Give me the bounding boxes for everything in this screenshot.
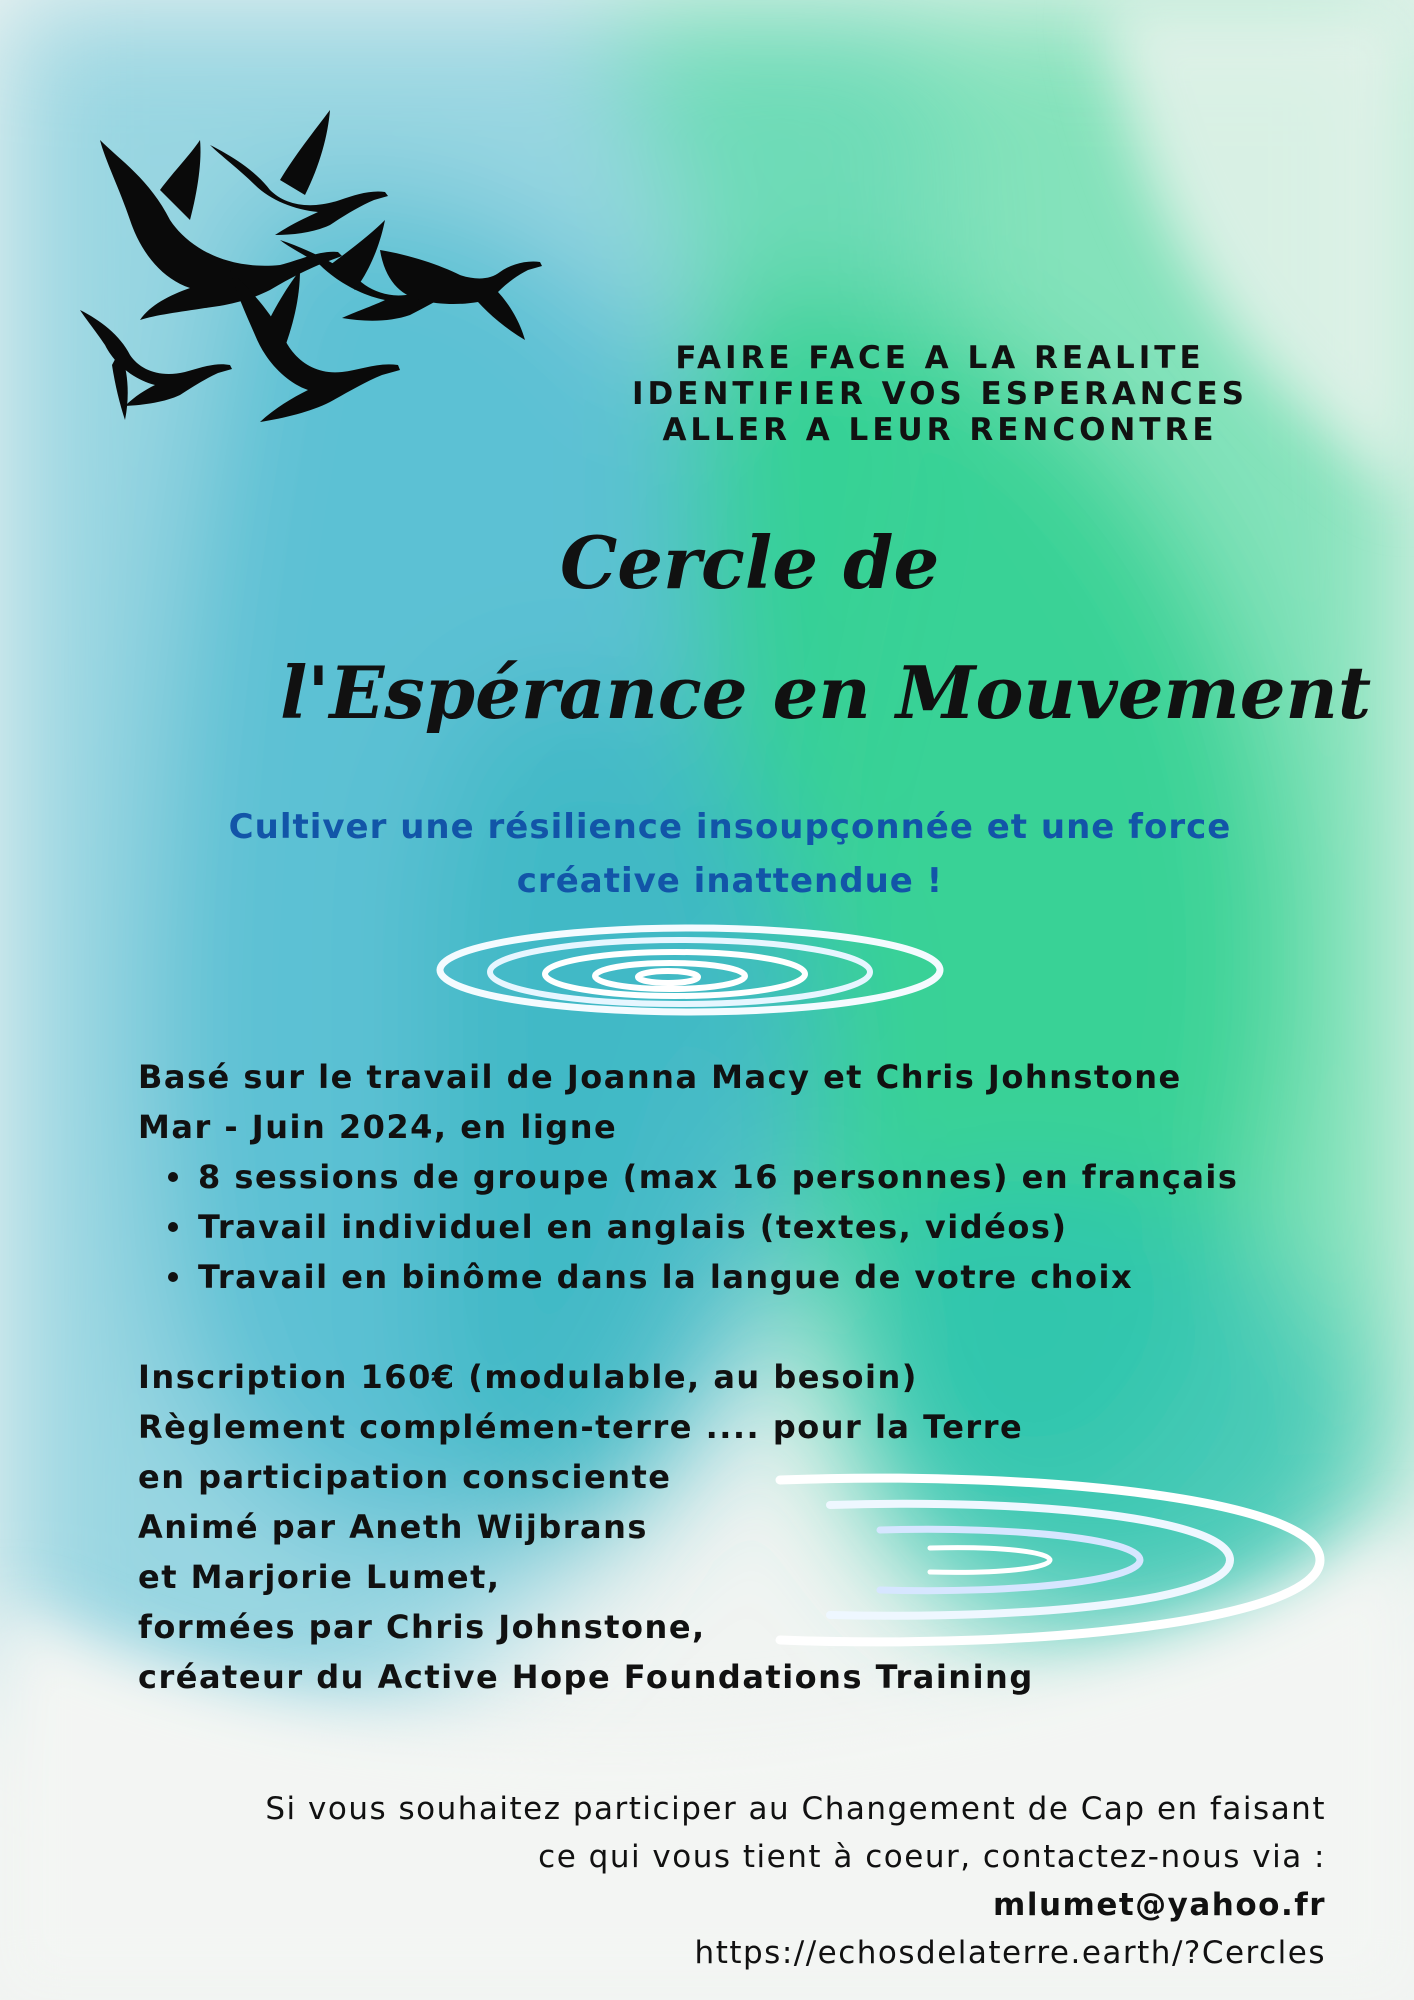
subtitle xyxy=(150,800,1310,908)
taglines xyxy=(560,340,1320,448)
water-ripple-icon xyxy=(740,1460,1340,1660)
details-basis: Basé sur le travail de Joanna Macy et Chris Johnstone xyxy=(138,1058,1182,1096)
details-dates: Mar - Juin 2024, en ligne xyxy=(138,1108,618,1146)
tagline-face-reality: FAIRE FACE A LA REALITE xyxy=(675,340,1205,376)
subtitle-line2: créative inattendue ! xyxy=(516,861,944,901)
pricing-line: en participation consciente xyxy=(138,1458,672,1496)
tagline-meet-them: ALLER A LEUR RENCONTRE xyxy=(662,412,1218,448)
spacer xyxy=(138,1302,1378,1352)
list-item: 8 sessions de groupe (max 16 personnes) en français xyxy=(198,1152,1378,1202)
subtitle-line1: Cultiver une résilience insoupçonnée et une force xyxy=(228,807,1232,847)
flying-geese-icon xyxy=(80,100,600,440)
water-ripple-icon xyxy=(430,910,990,1030)
pricing-line: Inscription 160€ (modulable, au besoin) xyxy=(138,1358,918,1396)
list-item: Travail en binôme dans la langue de votre choix xyxy=(198,1252,1378,1302)
facilitator-line: formées par Chris Johnstone, xyxy=(138,1608,706,1646)
facilitator-line: Animé par Aneth Wijbrans xyxy=(138,1508,648,1546)
contact-section xyxy=(226,1785,1326,1977)
list-item: Travail individuel en anglais (textes, vidéos) xyxy=(198,1202,1378,1252)
page-title-line1: Cercle de xyxy=(560,520,940,605)
tagline-identify-hopes: IDENTIFIER VOS ESPERANCES xyxy=(632,376,1248,412)
pricing-line: Règlement complémen-terre .... pour la Terre xyxy=(138,1408,1024,1446)
contact-intro-line1: Si vous souhaitez participer au Changement de Cap en faisant xyxy=(265,1791,1326,1827)
details-bullet-list xyxy=(138,1152,1378,1302)
contact-url-link[interactable]: https://echosdelaterre.earth/?Cercles xyxy=(694,1935,1326,1971)
contact-email-link[interactable]: mlumet@yahoo.fr xyxy=(993,1887,1326,1923)
facilitator-line: et Marjorie Lumet, xyxy=(138,1558,501,1596)
page-title-line2: l'Espérance en Mouvement xyxy=(280,650,1372,735)
contact-intro-line2: ce qui vous tient à coeur, contactez-nous via : xyxy=(538,1839,1326,1875)
facilitator-line: créateur du Active Hope Foundations Training xyxy=(138,1658,1034,1696)
